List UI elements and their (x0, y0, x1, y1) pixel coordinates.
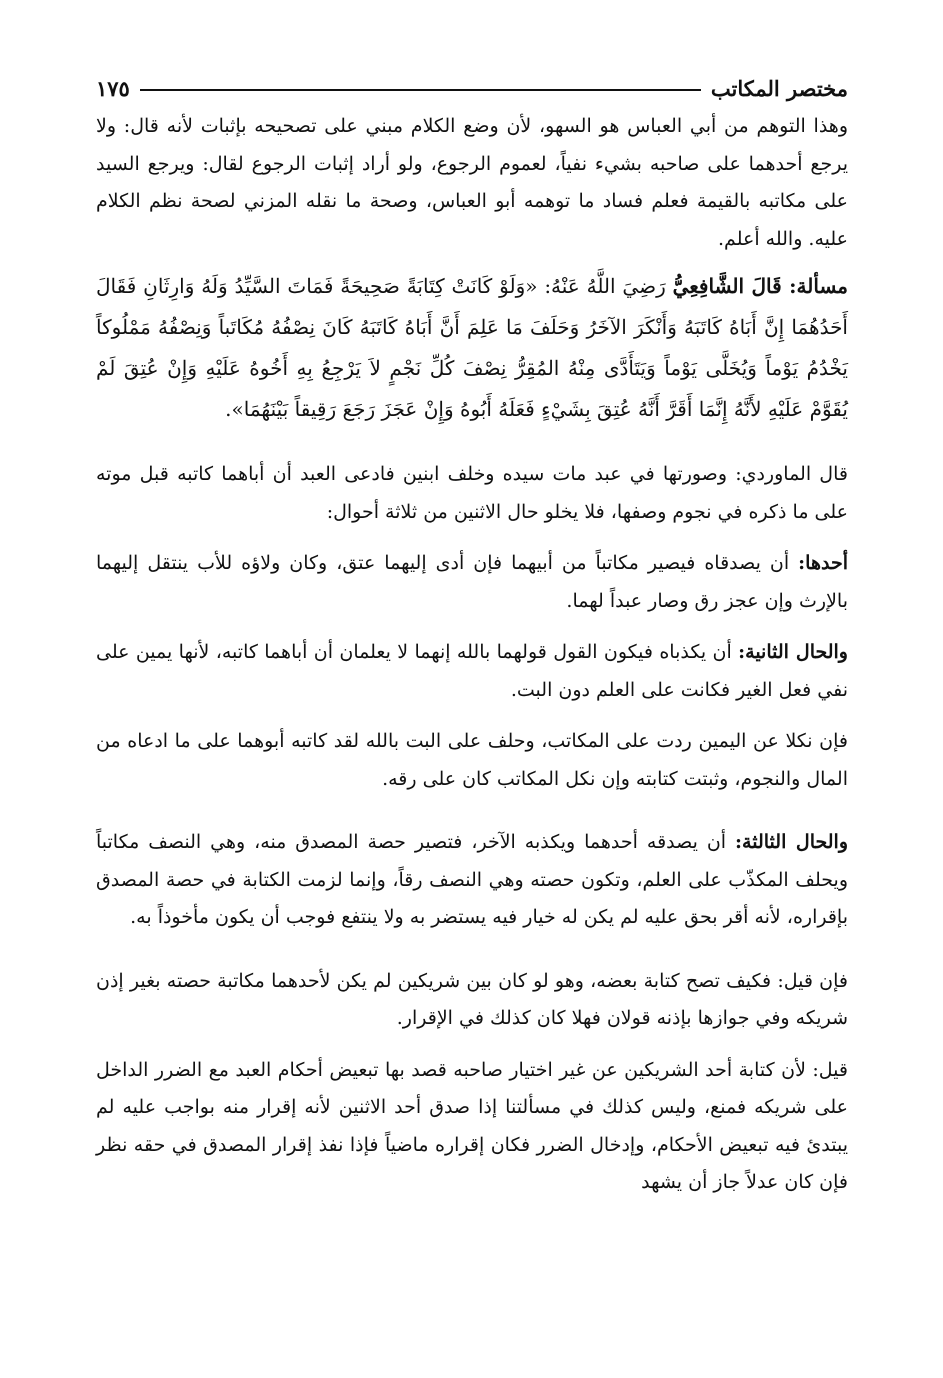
page-number: ١٧٥ (96, 75, 130, 101)
paragraph-objection: فإن قيل: فكيف تصح كتابة بعضه، وهو لو كان بين شريكين لم يكن لأحدهما مكاتبة حصته بغير إذن شريكه وفي جوازها بإذنه قولان فهلا كان كذلك في الإقرار. (96, 969, 848, 1029)
case-three-heading: والحال الثالثة: (735, 831, 848, 853)
case-three-paragraph (96, 824, 848, 937)
paragraph-mawardi: قال الماوردي: وصورتها في عبد مات سيده وخلف ابنين فادعى العبد أن أباهما كاتبه قبل موته على ما ذكره في نجوم وصفها، فلا يخلو حال الاثنين من ثلاثة أحوال: (96, 463, 848, 523)
issue-heading: مسألة: قَالَ الشَّافِعِيُّ (672, 274, 848, 298)
issue-quote-text: رَضِيَ اللَّهُ عَنْهُ: «وَلَوْ كَانَتْ كِتَابَةً صَحِيحَةً فَمَاتَ السَّيِّدُ وَلَهُ وَارِثَانِ فَقَالَ أَحَدُهُمَا إِنَّ أَبَاهُ كَاتَبَهُ وَأَنْكَرَ الآخَرُ وَحَلَفَ مَا عَلِمَ أَنَّ أَبَاهُ كَاتَبَهُ كَانَ نِصْفُهُ مُكَاتَباً وَنِصْفُهُ مَمْلُوكاً يَخْدُمُ يَوْماً وَيُخَلَّى يَوْماً وَيَتَأَدَّى مِنْهُ المُقِرُّ نِصْفَ كُلِّ نَجْمٍ لاَ يَرْجِعُ بِهِ أَخُوهُ عَلَيْهِ وَإِنْ عُتِقَ لَمْ يُقَوَّمْ عَلَيْهِ لأَنَّهُ إِنَّمَا أَقَرَّ أَنَّهُ عُتِقَ بِشَيْءٍ فَعَلَهُ أَبُوهُ وَإِنْ عَجَزَ رَجَعَ رَقِيقاً بَيْنَهُمَا». (96, 274, 849, 421)
case-two-heading: والحال الثانية: (738, 641, 848, 663)
paragraph-refusal: فإن نكلا عن اليمين ردت على المكاتب، وحلف على البت بالله لقد كاتبه أبوهما على ما ادعاه من المال والنجوم، وثبتت كتابته وإن نكل المكاتب كان على رقه. (96, 730, 848, 790)
running-title: مختصر المكاتب (710, 75, 848, 101)
page-header (96, 68, 848, 108)
case-one-heading: أحدها: (798, 552, 848, 574)
case-three-text: أن يصدقه أحدهما ويكذبه الآخر، فتصير حصة المصدق منه، وهي النصف مكاتباً ويحلف المكذّب على العلم، وتكون حصته وهي النصف رقاً، وإنما لزمت الكتابة في حصة المصدق بإقراره، لأنه أقر بحق عليه لم يكن له خيار فيه يستضر به ولا ينتفع فوجب أن يكون مأخوذاً به. (96, 831, 848, 928)
header-rule (140, 89, 701, 91)
case-two-paragraph (96, 634, 848, 709)
issue-quote-paragraph (96, 266, 848, 430)
case-one-text: أن يصدقاه فيصير مكاتباً من أبيهما فإن أدى إليهما عتق، وكان ولاؤه للأب ينتقل إليهما بالإرث وإن عجز رق وصار عبداً لهما. (96, 552, 848, 612)
paragraph-reply: قيل: لأن كتابة أحد الشريكين عن غير اختيار صاحبه قصد بها تبعيض أحكام العبد مع الضرر الداخل على شريكه فمنع، وليس كذلك في مسألتنا إذا صدق أحد الاثنين لأنه إقرار منه بواجب عليه لم يبتدئ فيه تبعيض الأحكام، وإدخال الضرر فكان إقراره ماضياً فإذا نفذ إقرار المصدق في حقه نظر فإن كان عدلاً جاز أن يشهد (96, 1058, 848, 1193)
case-two-text: أن يكذباه فيكون القول قولهما بالله إنهما لا يعلمان أن أباهما كاتبه، لأنها يمين على نفي فعل الغير فكانت على العلم دون البت. (96, 641, 848, 701)
case-one-paragraph (96, 545, 848, 620)
paragraph-1: وهذا التوهم من أبي العباس هو السهو، لأن وضع الكلام مبني على تصحيحه بإثبات لأنه قال: ولا يرجع أحدهما على صاحبه بشيء نفياً، لعموم الرجوع، ولو أراد إثبات الرجوع لقال: ويرجع السيد على مكاتبه بالقيمة فعلم فساد ما توهمه أبو العباس، وصحة ما نقله المزني لصحة نظم الكلام عليه. والله أعلم. (96, 115, 848, 250)
book-page (96, 68, 848, 1202)
